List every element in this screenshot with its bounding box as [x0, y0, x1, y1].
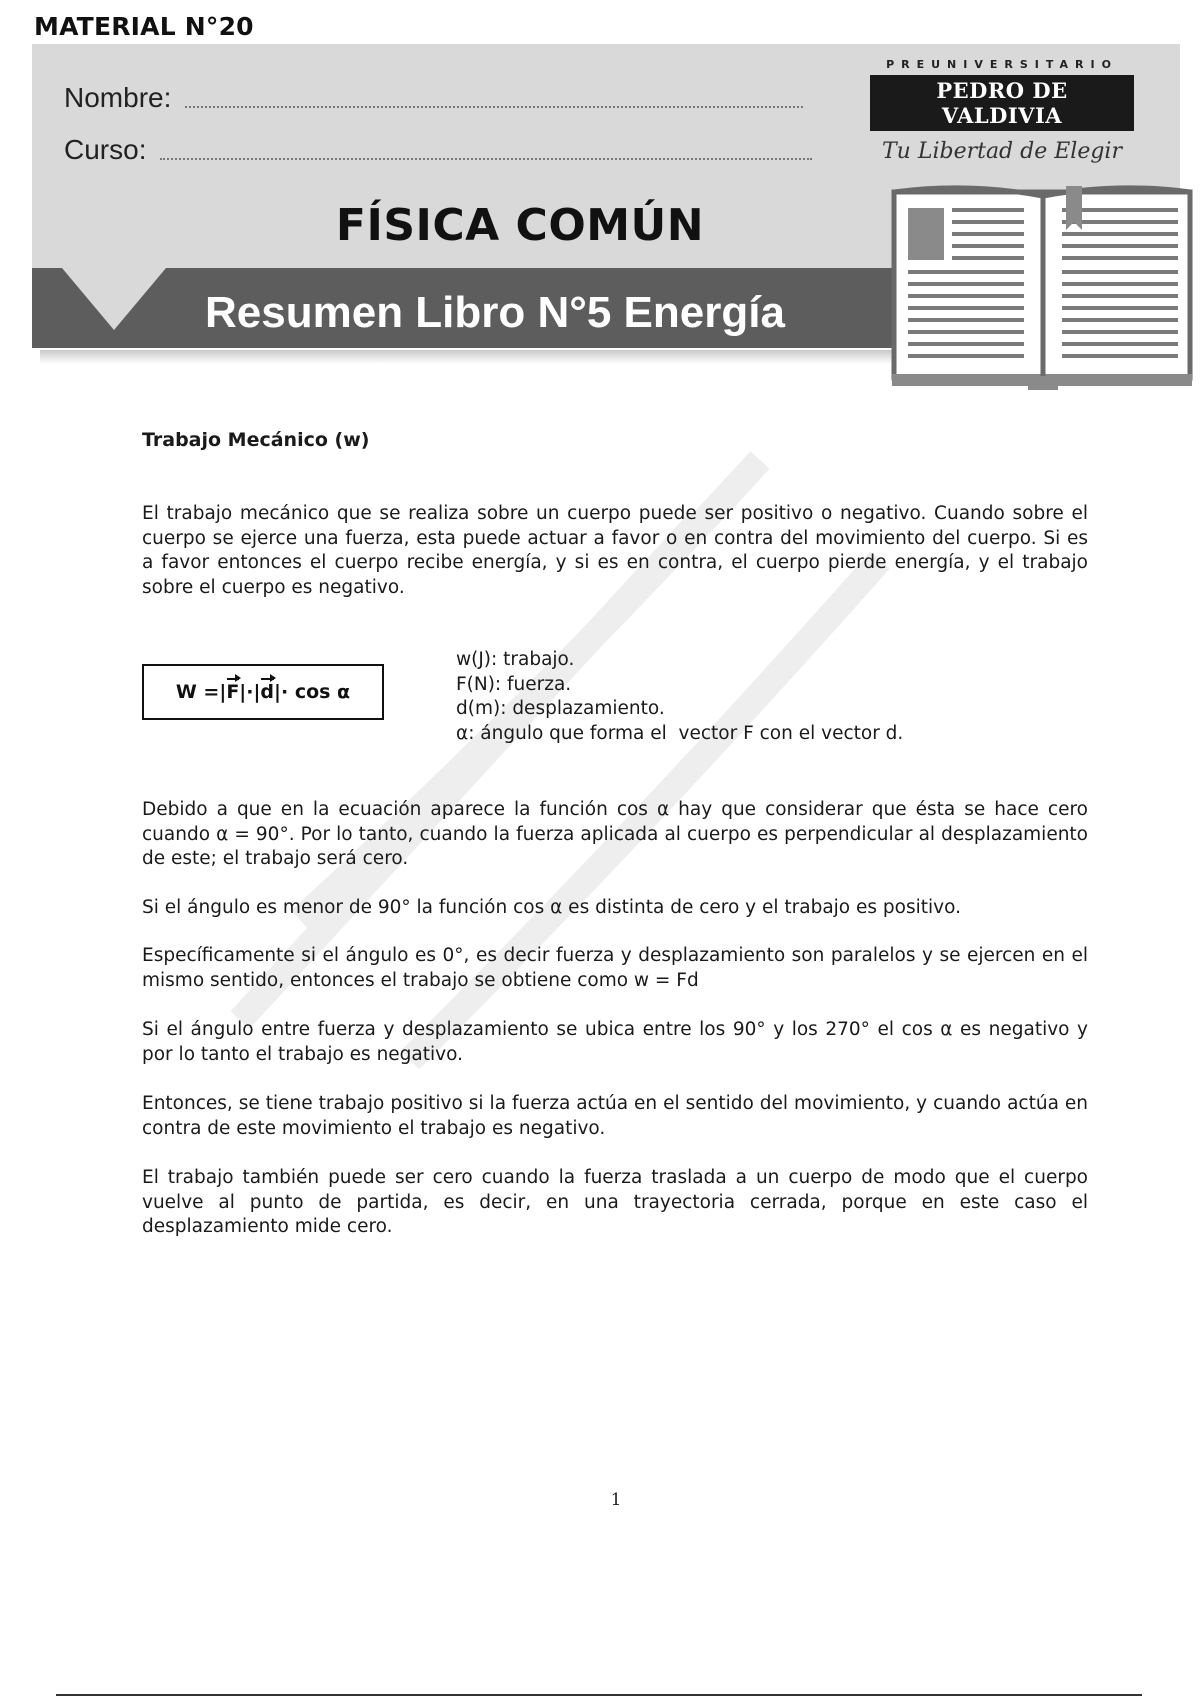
intro-paragraph: El trabajo mecánico que se realiza sobre un cuerpo puede ser positivo o negativo. Cuando sobre el cuerpo se ejerce una fuerza, esta puede actuar a favor o en contra del movimiento del cuerpo. Si es a favor entonces el cuerpo recibe energía, y si es en contra, el cuerpo pierde energía, y el trabajo sobre el cuerpo es negativo.	[142, 503, 1088, 598]
definition-item: d(m): desplazamiento.	[456, 698, 665, 719]
page-number: 1	[610, 1490, 622, 1510]
formula-force-vector: F	[226, 681, 240, 703]
curso-label: Curso:	[64, 134, 147, 165]
section-title: Trabajo Mecánico (w)	[142, 429, 370, 451]
school-logo	[866, 58, 1138, 164]
body-paragraph: Debido a que en la ecuación aparece la función cos α hay que considerar que ésta se hace cero cuando α = 90°. Por lo tanto, cuando la fuerza aplicada al cuerpo es perpendicular al desplazamiento de este; el trabajo será cero.	[142, 799, 1088, 869]
formula-bar: |	[239, 681, 247, 703]
nombre-label: Nombre:	[64, 82, 172, 113]
body-paragraph: El trabajo también puede ser cero cuando la fuerza traslada a un cuerpo de modo que el cuerpo vuelve al punto de partida, es decir, en una trayectoria cerrada, porque en este caso el desplazamiento mide cero.	[142, 1167, 1088, 1237]
formula-bar: |	[219, 681, 227, 703]
nombre-field[interactable]	[64, 82, 803, 114]
formula-tail: · cos α	[280, 681, 351, 703]
banner-notch	[62, 268, 166, 330]
open-book-icon	[888, 182, 1198, 392]
body-paragraph: Si el ángulo entre fuerza y desplazamiento se ubica entre los 90° y los 270° el cos α es negativo y por lo tanto el trabajo es negativo.	[142, 1019, 1088, 1065]
body-paragraph: Entonces, se tiene trabajo positivo si la fuerza actúa en el sentido del movimiento, y cuando actúa en contra de este movimiento el trabajo es negativo.	[142, 1093, 1088, 1139]
banner-title: Resumen Libro N°5 Energía	[205, 288, 785, 337]
definition-item: α: ángulo que forma el vector F con el vector d.	[456, 722, 904, 744]
formula-definitions	[456, 648, 903, 746]
logo-slogan: Tu Libertad de Elegir	[882, 139, 1122, 164]
body-paragraph: Específicamente si el ángulo es 0°, es decir fuerza y desplazamiento son paralelos y se ejercen en el mismo sentido, entonces el trabajo se obtiene como w = Fd	[142, 945, 1088, 991]
definition-item: F(N): fuerza.	[456, 673, 572, 695]
curso-field[interactable]	[64, 134, 812, 166]
logo-name: PEDRO DE VALDIVIA	[870, 75, 1134, 131]
formula-displacement-vector: d	[260, 681, 275, 703]
formula-bar: |	[253, 681, 261, 703]
logo-top-text: PREUNIVERSITARIO	[886, 58, 1118, 71]
formula-bar: |	[274, 681, 281, 703]
banner-shadow	[40, 350, 900, 364]
work-formula	[142, 664, 384, 720]
bottom-rule	[56, 1694, 1142, 1696]
material-label: MATERIAL N°20	[34, 12, 254, 41]
formula-dot: ·	[246, 681, 254, 703]
subject-title: FÍSICA COMÚN	[335, 200, 705, 251]
body-paragraph: Si el ángulo es menor de 90° la función cos α es distinta de cero y el trabajo es positivo.	[142, 897, 961, 918]
curso-dotted-line	[160, 158, 812, 160]
definition-item: w(J): trabajo.	[456, 649, 575, 670]
nombre-dotted-line	[185, 106, 803, 108]
formula-lhs: W =	[175, 681, 220, 703]
